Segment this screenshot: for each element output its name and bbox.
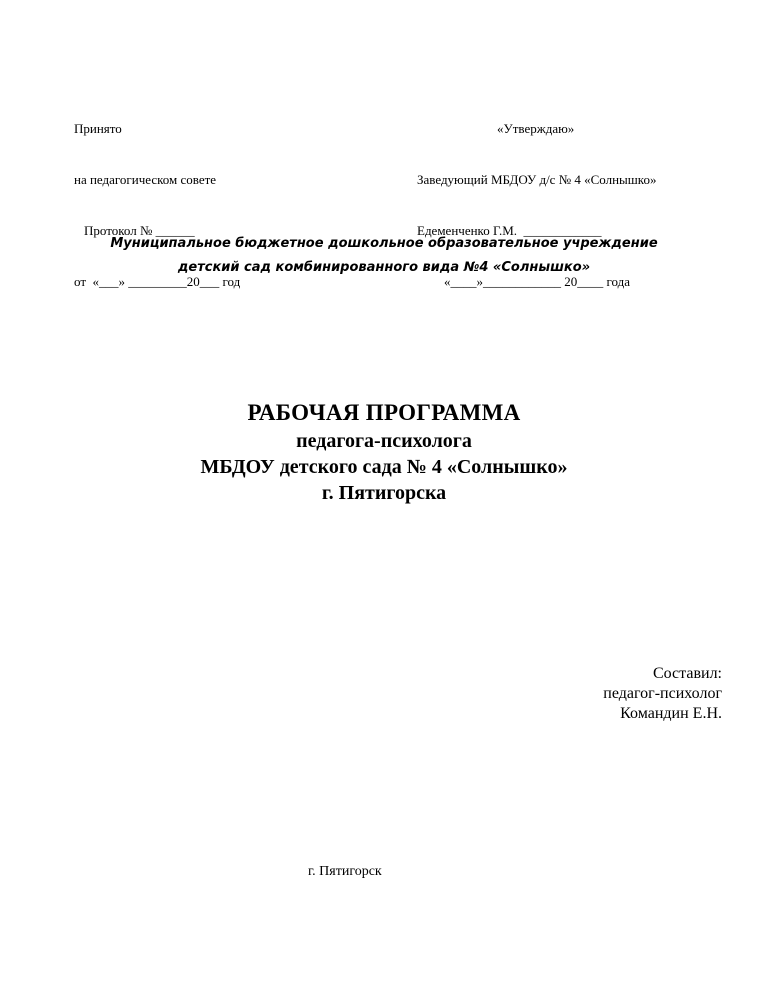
institution-name [0,232,768,280]
protocol-number: Протокол № ______ [84,223,195,238]
institution-line-2: детский сад комбинированного вида №4 «Солнышко» [177,260,591,275]
footer-city: г. Пятигорск [308,864,382,879]
approval-right-date: «____»____________ 20____ года [444,274,631,289]
title-city: г. Пятигорска [321,482,447,504]
title-org: МБДОУ детского сада № 4 «Солнышко» [200,456,568,478]
title-main: РАБОЧАЯ ПРОГРАММА [247,400,521,425]
council-label: на педагогическом совете [74,172,217,187]
author-position: педагог-психолог [603,685,722,702]
author-block [603,664,722,724]
author-name: Командин Е.Н. [620,705,722,722]
accepted-label: Принято [74,121,122,136]
approve-label: «Утверждаю» [497,121,575,136]
title-role: педагога-психолога [296,430,472,452]
document-title [0,398,768,506]
institution-line-1: Муниципальное бюджетное дошкольное образовательное учреждение [110,236,658,251]
compiled-label: Составил: [652,665,722,682]
head-label: Заведующий МБДОУ д/с № 4 «Солнышко» [417,172,657,187]
approval-left-date: от «___» _________20___ год [74,274,241,289]
head-name: Едеменченко Г.М. ____________ [417,223,602,238]
